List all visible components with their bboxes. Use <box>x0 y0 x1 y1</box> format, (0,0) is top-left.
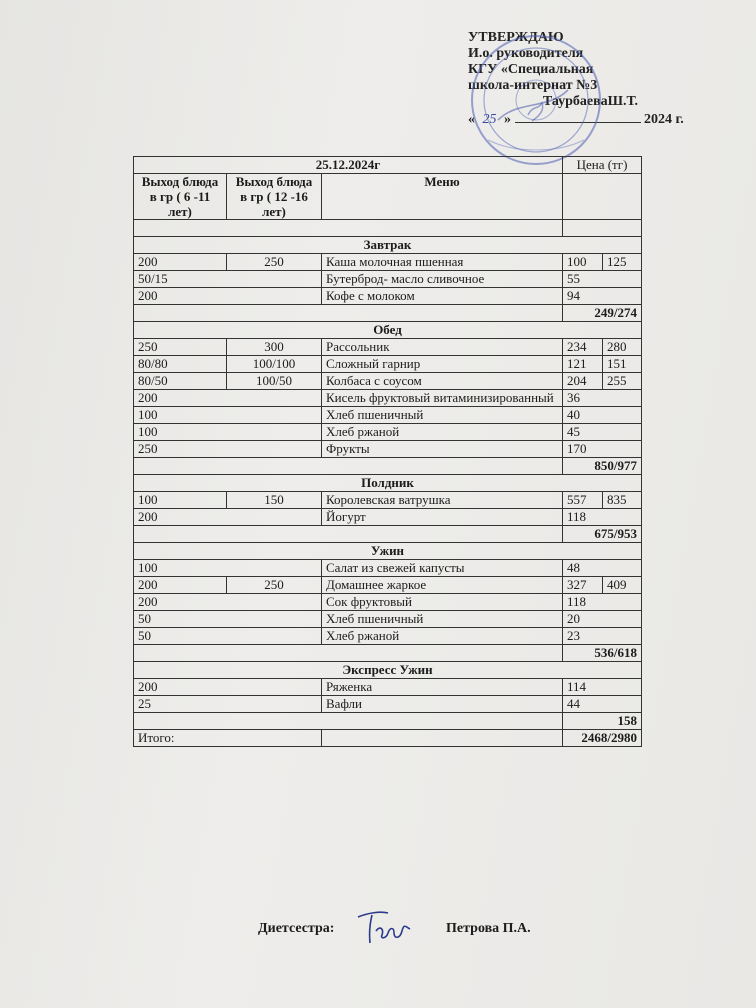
date-day: 25 <box>482 112 497 127</box>
price-6-11: 234 <box>563 339 603 356</box>
dish-name: Ряженка <box>322 679 563 696</box>
table-row <box>134 271 642 288</box>
section-total: 675/953 <box>563 526 642 543</box>
section-total: 850/977 <box>563 458 642 475</box>
dish-name: Домашнее жаркое <box>322 577 563 594</box>
section-title: Обед <box>134 322 642 339</box>
col-header-menu: Меню <box>322 174 563 220</box>
section-title: Ужин <box>134 543 642 560</box>
section-total: 158 <box>563 713 642 730</box>
col-header-age-12-16: Выход блюда в гр ( 12 -16 лет) <box>227 174 322 220</box>
price-6-11: 204 <box>563 373 603 390</box>
price-6-11: 45 <box>563 424 642 441</box>
table-row <box>134 577 642 594</box>
portion-6-11: 80/80 <box>134 356 227 373</box>
portion-6-11: 200 <box>134 288 322 305</box>
portion-6-11: 50 <box>134 628 322 645</box>
dish-name: Бутерброд- масло сливочное <box>322 271 563 288</box>
price-12-16: 280 <box>603 339 642 356</box>
price-6-11: 23 <box>563 628 642 645</box>
table-row <box>134 594 642 611</box>
price-6-11: 100 <box>563 254 603 271</box>
portion-6-11: 250 <box>134 339 227 356</box>
section-title: Полдник <box>134 475 642 492</box>
table-row <box>134 339 642 356</box>
portion-12-16: 150 <box>227 492 322 509</box>
price-header: Цена (тг) <box>563 157 642 174</box>
table-row <box>134 373 642 390</box>
price-12-16: 409 <box>603 577 642 594</box>
section-title: Экспресс Ужин <box>134 662 642 679</box>
table-row <box>134 560 642 577</box>
dish-name: Королевская ватрушка <box>322 492 563 509</box>
date-blank-line <box>515 110 641 123</box>
date-year: 2024 г. <box>644 112 684 127</box>
dish-name: Кофе с молоком <box>322 288 563 305</box>
table-date: 25.12.2024г <box>134 157 563 174</box>
section-total-lunch <box>134 458 642 475</box>
section-header-express <box>134 662 642 679</box>
section-total-snack <box>134 526 642 543</box>
portion-6-11: 50 <box>134 611 322 628</box>
price-12-16: 151 <box>603 356 642 373</box>
dish-name: Сложный гарнир <box>322 356 563 373</box>
price-6-11: 94 <box>563 288 642 305</box>
portion-6-11: 200 <box>134 577 227 594</box>
price-12-16: 255 <box>603 373 642 390</box>
portion-6-11: 200 <box>134 509 322 526</box>
price-6-11: 36 <box>563 390 642 407</box>
price-6-11: 20 <box>563 611 642 628</box>
price-6-11: 40 <box>563 407 642 424</box>
section-header-snack <box>134 475 642 492</box>
dish-name: Фрукты <box>322 441 563 458</box>
portion-6-11: 200 <box>134 390 322 407</box>
price-6-11: 48 <box>563 560 642 577</box>
price-6-11: 44 <box>563 696 642 713</box>
table-row <box>134 441 642 458</box>
table-row <box>134 492 642 509</box>
dish-name: Сок фруктовый <box>322 594 563 611</box>
portion-6-11: 100 <box>134 407 322 424</box>
approval-date <box>468 110 728 128</box>
section-total: 536/618 <box>563 645 642 662</box>
price-6-11: 55 <box>563 271 642 288</box>
price-6-11: 114 <box>563 679 642 696</box>
portion-12-16: 250 <box>227 254 322 271</box>
col-header-price-blank <box>563 174 642 220</box>
total-blank <box>134 526 563 543</box>
total-blank <box>134 713 563 730</box>
menu-table <box>133 156 642 747</box>
date-close-quote: » <box>504 112 511 127</box>
grand-total-blank <box>322 730 563 747</box>
grand-total-row <box>134 730 642 747</box>
dish-name: Вафли <box>322 696 563 713</box>
dish-name: Хлеб ржаной <box>322 424 563 441</box>
approval-line-3: КГУ «Специальная <box>468 62 594 77</box>
table-row <box>134 288 642 305</box>
dish-name: Кисель фруктовый витаминизированный <box>322 390 563 407</box>
price-6-11: 118 <box>563 509 642 526</box>
signature-footer <box>258 915 578 955</box>
col-header-age-6-11: Выход блюда в гр ( 6 -11 лет) <box>134 174 227 220</box>
section-total-breakfast <box>134 305 642 322</box>
dish-name: Рассольник <box>322 339 563 356</box>
section-header-breakfast <box>134 237 642 254</box>
table-row <box>134 611 642 628</box>
approval-line-1: УТВЕРЖДАЮ <box>468 30 564 45</box>
table-row <box>134 424 642 441</box>
table-row <box>134 390 642 407</box>
portion-12-16: 250 <box>227 577 322 594</box>
dish-name: Хлеб ржаной <box>322 628 563 645</box>
portion-6-11: 25 <box>134 696 322 713</box>
dish-name: Салат из свежей капусты <box>322 560 563 577</box>
section-total-express <box>134 713 642 730</box>
grand-total-label: Итого: <box>134 730 322 747</box>
portion-12-16: 300 <box>227 339 322 356</box>
total-blank <box>134 305 563 322</box>
dish-name: Хлеб пшеничный <box>322 611 563 628</box>
dietitian-name: Петрова П.А. <box>446 921 531 936</box>
portion-6-11: 80/50 <box>134 373 227 390</box>
portion-6-11: 50/15 <box>134 271 322 288</box>
dish-name: Йогурт <box>322 509 563 526</box>
portion-12-16: 100/50 <box>227 373 322 390</box>
total-blank <box>134 645 563 662</box>
table-row <box>134 356 642 373</box>
section-header-dinner <box>134 543 642 560</box>
price-6-11: 121 <box>563 356 603 373</box>
portion-6-11: 100 <box>134 424 322 441</box>
price-6-11: 118 <box>563 594 642 611</box>
section-title: Завтрак <box>134 237 642 254</box>
portion-6-11: 250 <box>134 441 322 458</box>
section-total: 249/274 <box>563 305 642 322</box>
dish-name: Колбаса с соусом <box>322 373 563 390</box>
price-6-11: 557 <box>563 492 603 509</box>
portion-6-11: 100 <box>134 492 227 509</box>
table-row <box>134 254 642 271</box>
approval-block <box>468 30 728 128</box>
dietitian-label: Диетсестра: <box>258 921 335 936</box>
section-header-lunch <box>134 322 642 339</box>
handwritten-signature-icon <box>354 907 424 947</box>
portion-12-16: 100/100 <box>227 356 322 373</box>
price-12-16: 125 <box>603 254 642 271</box>
portion-6-11: 200 <box>134 679 322 696</box>
portion-6-11: 100 <box>134 560 322 577</box>
dish-name: Каша молочная пшенная <box>322 254 563 271</box>
portion-6-11: 200 <box>134 594 322 611</box>
price-6-11: 327 <box>563 577 603 594</box>
spacer-row <box>134 220 563 237</box>
table-row <box>134 628 642 645</box>
approval-line-2: И.о. руководителя <box>468 46 584 61</box>
total-blank <box>134 458 563 475</box>
table-row <box>134 407 642 424</box>
dish-name: Хлеб пшеничный <box>322 407 563 424</box>
section-total-dinner <box>134 645 642 662</box>
approval-line-4: школа-интернат №3 <box>468 78 598 93</box>
portion-6-11: 200 <box>134 254 227 271</box>
table-row <box>134 696 642 713</box>
price-6-11: 170 <box>563 441 642 458</box>
table-row <box>134 509 642 526</box>
date-open-quote: « <box>468 112 475 127</box>
table-row <box>134 679 642 696</box>
price-12-16: 835 <box>603 492 642 509</box>
grand-total-value: 2468/2980 <box>563 730 642 747</box>
approval-signer: ТаурбаеваШ.Т. <box>542 94 638 109</box>
